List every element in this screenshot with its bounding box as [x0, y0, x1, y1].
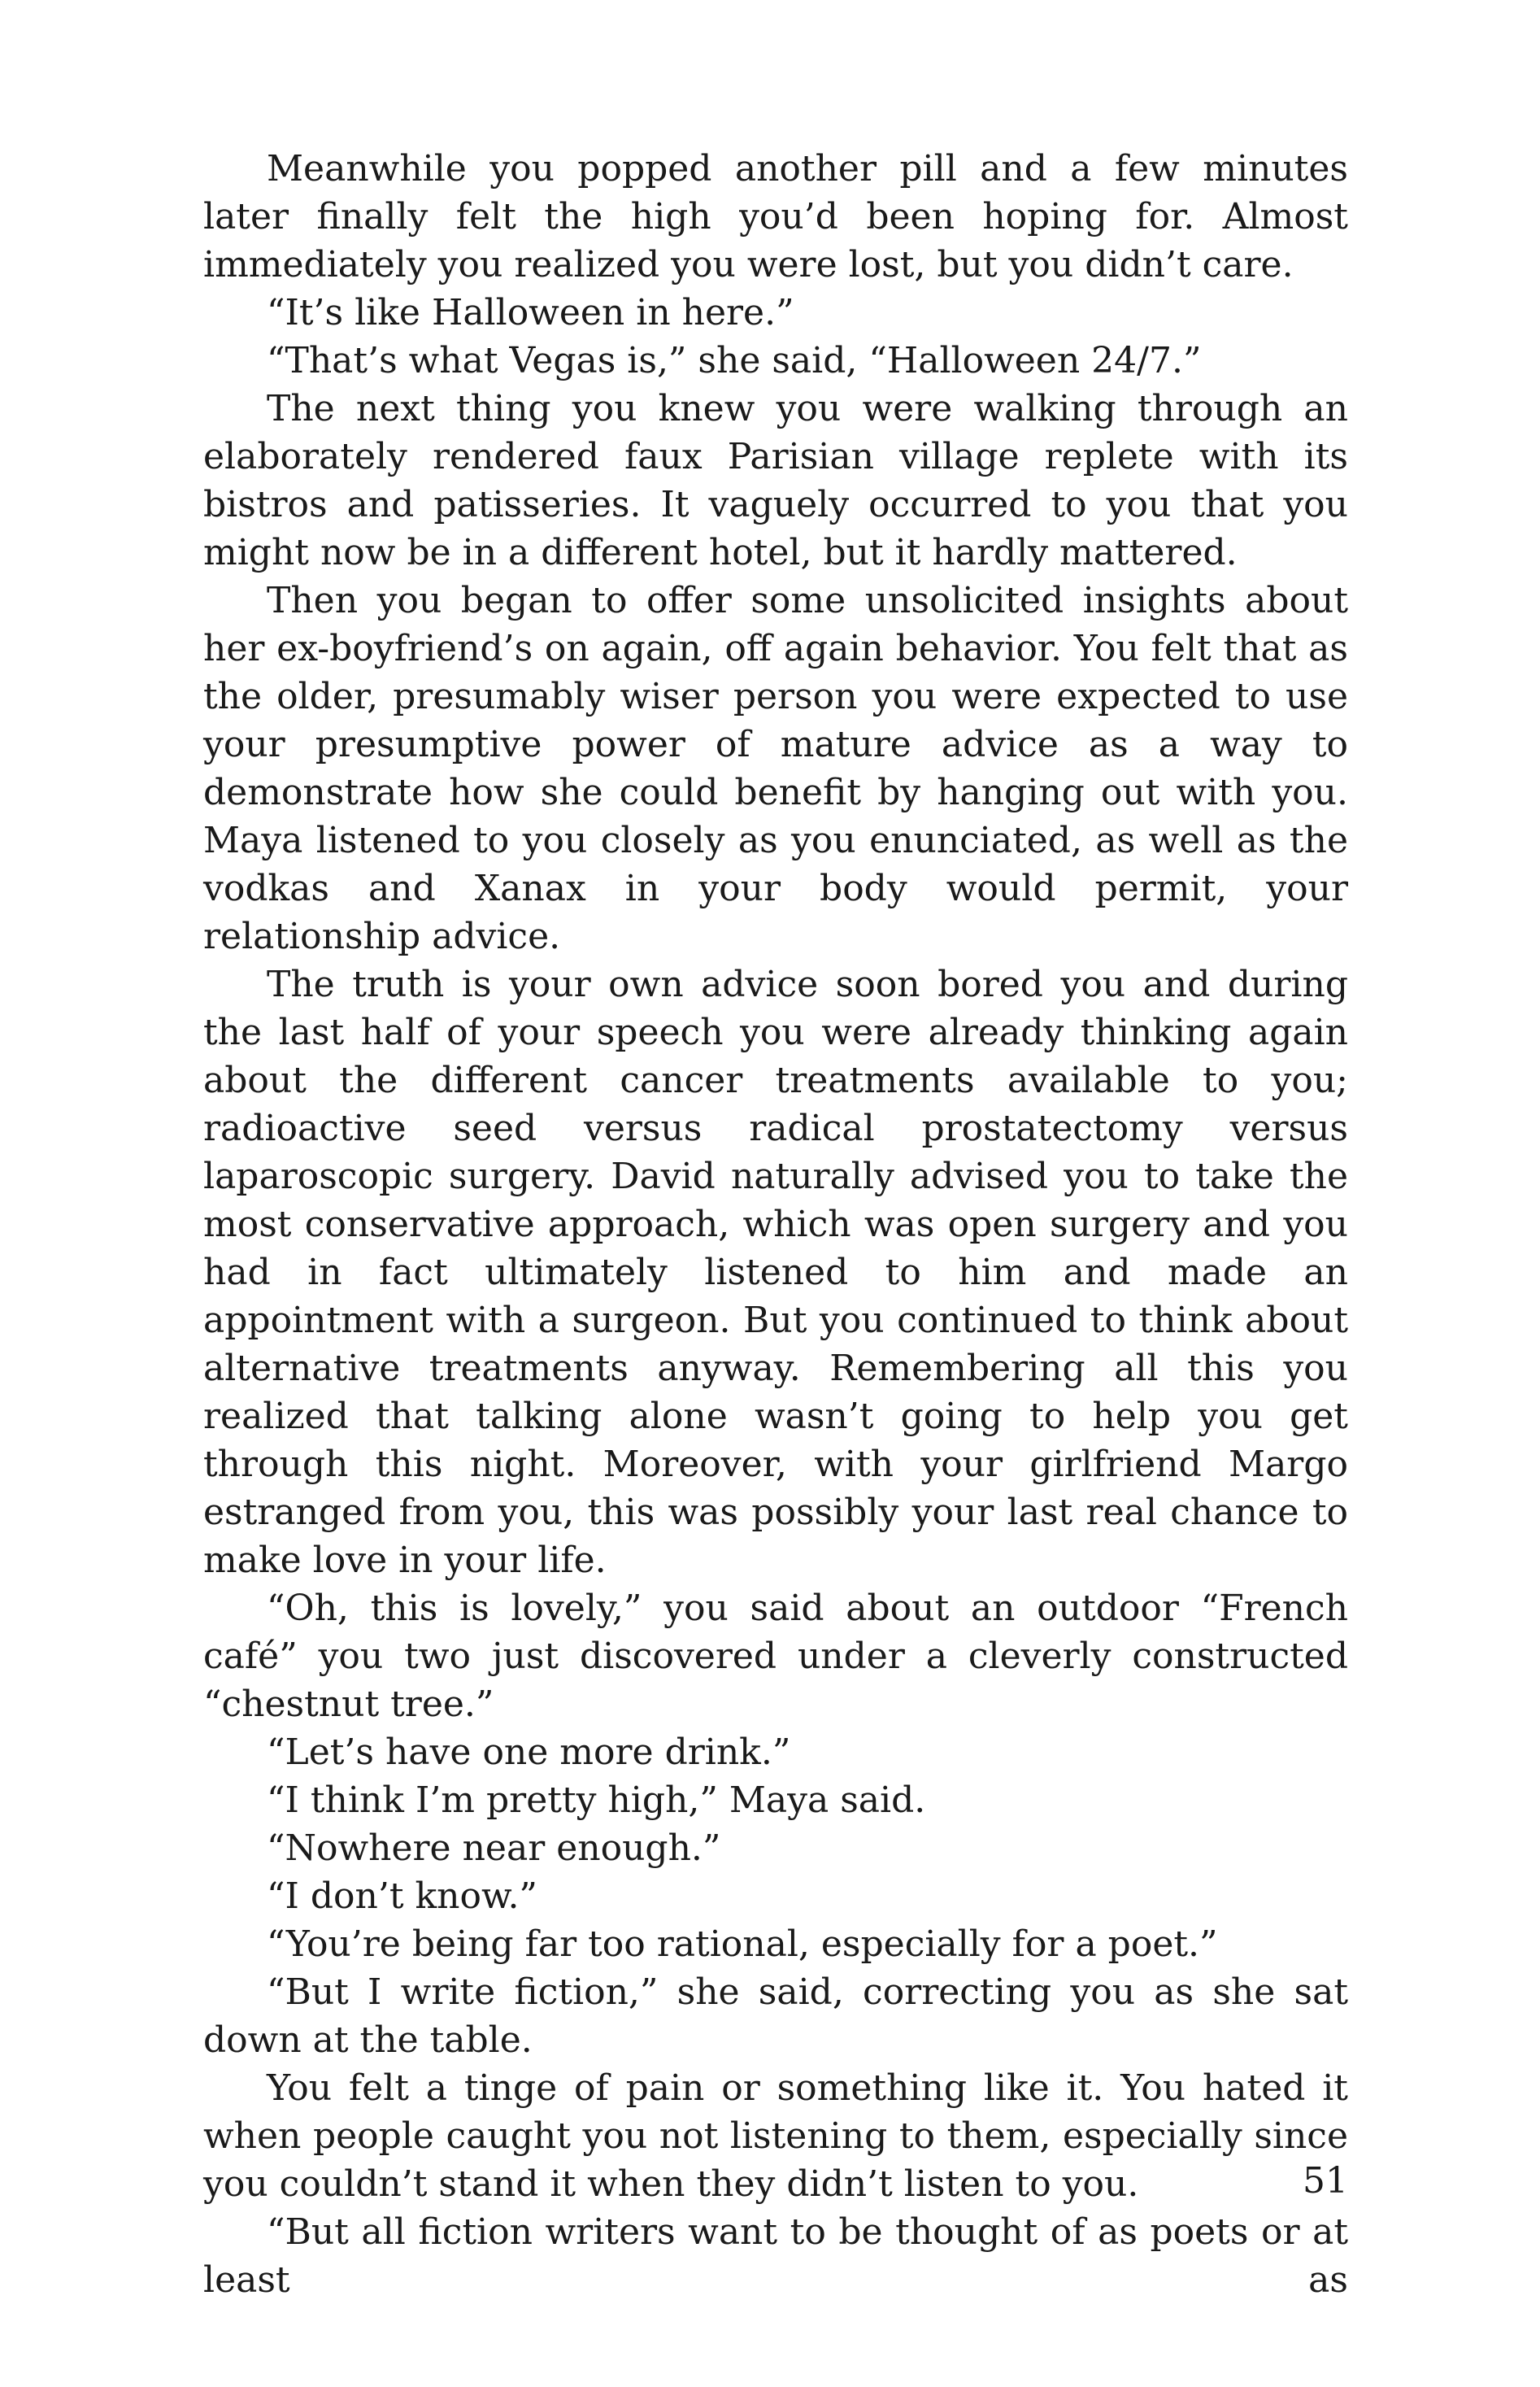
paragraph: “Let’s have one more drink.”: [267, 1731, 791, 1773]
body-text: [203, 145, 1348, 2304]
paragraph: “Oh, this is lovely,” you said about an outdoor “French café” you two just discovered under a cleverly constructed “chestnut tree.”: [203, 1588, 1348, 1725]
page-number: 51: [1303, 2160, 1348, 2202]
paragraph: “I don’t know.”: [267, 1875, 537, 1917]
paragraph: The next thing you knew you were walking through an elaborately rendered faux Parisian village replete with its bistros and patisseries. It vaguely occurred to you that you might now be in a different hotel, but it hardly mattered.: [203, 388, 1348, 573]
paragraph: “But all fiction writers want to be thought of as poets or at least as: [203, 2211, 1348, 2301]
paragraph: Then you began to offer some unsolicited insights about her ex-boyfriend’s on again, off again behavior. You felt that as the older, presumably wiser person you were expected to use your presumptive power of mature advice as a way to demonstrate how she could benefit by hanging out with you. Maya listened to you closely as you enunciated, as well as the vodkas and Xanax in your body would permit, your relationship advice.: [203, 580, 1348, 957]
paragraph: “But I write fiction,” she said, correcting you as she sat down at the table.: [203, 1971, 1348, 2061]
paragraph: “You’re being far too rational, especially for a poet.”: [267, 1923, 1218, 1965]
paragraph: “It’s like Halloween in here.”: [267, 292, 794, 333]
paragraph: “I think I’m pretty high,” Maya said.: [267, 1779, 926, 1821]
paragraph: Meanwhile you popped another pill and a few minutes later finally felt the high you’d been hoping for. Almost immediately you realized you were lost, but you didn’t care.: [203, 148, 1348, 285]
paragraph: “Nowhere near enough.”: [267, 1827, 721, 1869]
paragraph: The truth is your own advice soon bored you and during the last half of your speech you were already thinking again about the different cancer treatments available to you; radioactive seed versus radical prostatectomy versus laparoscopic surgery. David naturally advised you to take the most conservative approach, which was open surgery and you had in fact ultimately listened to him and made an appointment with a surgeon. But you continued to think about alternative treatments anyway. Remembering all this you realized that talking alone wasn’t going to help you get through this night. Moreover, with your girlfriend Margo estranged from you, this was possibly your last real chance to make love in your life.: [203, 964, 1348, 1581]
paragraph: You felt a tinge of pain or something like it. You hated it when people caught you not listening to them, especially since you couldn’t stand it when they didn’t listen to you.: [203, 2067, 1348, 2205]
paragraph: “That’s what Vegas is,” she said, “Halloween 24/7.”: [267, 340, 1202, 381]
